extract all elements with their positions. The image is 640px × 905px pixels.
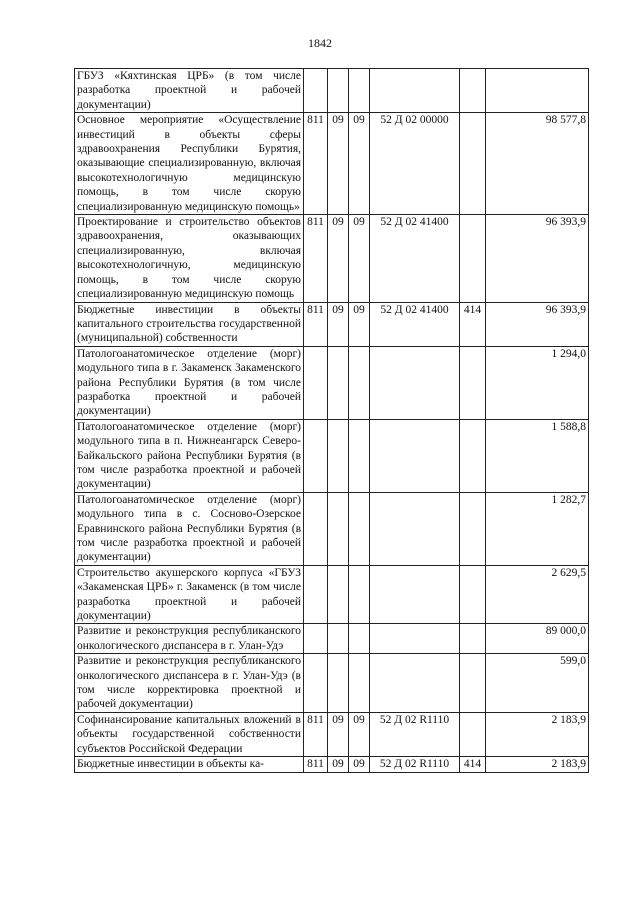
row-code: 811	[304, 712, 328, 756]
row-section: 09	[328, 302, 349, 346]
row-vr: 414	[460, 302, 486, 346]
row-vr	[460, 215, 486, 302]
row-csr	[370, 565, 460, 624]
row-vr	[460, 69, 486, 113]
budget-table	[74, 68, 589, 773]
row-csr: 52 Д 02 R1110	[370, 712, 460, 756]
row-code	[304, 565, 328, 624]
row-csr: 52 Д 02 41400	[370, 302, 460, 346]
row-name: Строительство акушерского корпуса «ГБУЗ «Закаменская ЦРБ» г. Закаменск (в том числе разработка проектной и рабочей документации)	[75, 565, 304, 624]
row-subsection: 09	[349, 215, 370, 302]
row-name: Проектирование и строительство объектов здравоохранения, оказывающих специализированную, включая высокотехнологичную, медицинскую помощь, в том числе скорую специализированную медицинскую помощь	[75, 215, 304, 302]
row-code: 811	[304, 113, 328, 215]
table-body	[75, 69, 589, 773]
table-row	[75, 624, 589, 654]
row-name: Бюджетные инвестиции в объекты ка-	[75, 757, 304, 772]
row-vr	[460, 346, 486, 419]
row-sum: 2 629,5	[486, 565, 589, 624]
row-sum	[486, 69, 589, 113]
table-row	[75, 69, 589, 113]
row-section	[328, 624, 349, 654]
row-name: Развитие и реконструкция республиканского онкологического диспансера в г. Улан-Удэ (в том числе корректировка проектной и рабочей документации)	[75, 654, 304, 713]
row-sum: 1 282,7	[486, 492, 589, 565]
row-csr	[370, 624, 460, 654]
row-subsection	[349, 69, 370, 113]
page-number: 1842	[308, 36, 332, 50]
row-sum: 1 588,8	[486, 419, 589, 492]
row-csr	[370, 492, 460, 565]
row-subsection	[349, 654, 370, 713]
row-vr	[460, 624, 486, 654]
table-row	[75, 565, 589, 624]
row-subsection: 09	[349, 712, 370, 756]
row-sum: 98 577,8	[486, 113, 589, 215]
row-section: 09	[328, 215, 349, 302]
table-row	[75, 346, 589, 419]
row-vr	[460, 712, 486, 756]
row-name: Патологоанатомическое отделение (морг) модульного типа в с. Сосново-Озерское Еравнинского района Республики Бурятия (в том числе разработка проектной и рабочей документации)	[75, 492, 304, 565]
row-name: Основное мероприятие «Осуществление инвестиций в объекты сферы здравоохранения Республики Бурятия, оказывающие специализированную, включая высокотехнологичную медицинскую помощь, в том числе скорую специализированную медицинскую помощь»	[75, 113, 304, 215]
row-code	[304, 69, 328, 113]
row-sum: 96 393,9	[486, 302, 589, 346]
row-code: 811	[304, 757, 328, 772]
row-code	[304, 346, 328, 419]
row-subsection	[349, 419, 370, 492]
row-csr: 52 Д 02 41400	[370, 215, 460, 302]
table-row	[75, 492, 589, 565]
row-code: 811	[304, 215, 328, 302]
row-vr	[460, 492, 486, 565]
row-name: Софинансирование капитальных вложений в объекты государственной собственности субъектов Российской Федерации	[75, 712, 304, 756]
row-section	[328, 69, 349, 113]
row-section	[328, 346, 349, 419]
row-sum: 2 183,9	[486, 712, 589, 756]
row-vr	[460, 565, 486, 624]
row-name: ГБУЗ «Кяхтинская ЦРБ» (в том числе разработка проектной и рабочей документации)	[75, 69, 304, 113]
row-csr	[370, 654, 460, 713]
row-vr: 414	[460, 757, 486, 772]
row-name: Бюджетные инвестиции в объекты капитального строительства государственной (муниципальной) собственности	[75, 302, 304, 346]
row-sum: 599,0	[486, 654, 589, 713]
row-sum: 2 183,9	[486, 757, 589, 772]
row-code: 811	[304, 302, 328, 346]
row-subsection: 09	[349, 113, 370, 215]
table-row	[75, 757, 589, 772]
row-csr	[370, 419, 460, 492]
row-code	[304, 624, 328, 654]
row-section	[328, 419, 349, 492]
row-subsection	[349, 565, 370, 624]
row-subsection	[349, 492, 370, 565]
row-section	[328, 492, 349, 565]
row-subsection: 09	[349, 302, 370, 346]
table-row	[75, 712, 589, 756]
row-section	[328, 654, 349, 713]
row-subsection: 09	[349, 757, 370, 772]
table-row	[75, 113, 589, 215]
row-code	[304, 492, 328, 565]
row-sum: 1 294,0	[486, 346, 589, 419]
row-csr: 52 Д 02 00000	[370, 113, 460, 215]
row-csr	[370, 69, 460, 113]
row-section: 09	[328, 113, 349, 215]
row-name: Патологоанатомическое отделение (морг) модульного типа в п. Нижнеангарск Северо-Байкальского района Республики Бурятия (в том числе разработка проектной и рабочей документации)	[75, 419, 304, 492]
row-sum: 89 000,0	[486, 624, 589, 654]
table-row	[75, 215, 589, 302]
row-csr	[370, 346, 460, 419]
row-sum: 96 393,9	[486, 215, 589, 302]
row-csr: 52 Д 02 R1110	[370, 757, 460, 772]
row-section: 09	[328, 712, 349, 756]
row-name: Патологоанатомическое отделение (морг) модульного типа в г. Закаменск Закаменского района Республики Бурятия (в том числе разработка проектной и рабочей документации)	[75, 346, 304, 419]
row-section	[328, 565, 349, 624]
row-code	[304, 654, 328, 713]
row-subsection	[349, 624, 370, 654]
row-vr	[460, 654, 486, 713]
row-vr	[460, 419, 486, 492]
row-vr	[460, 113, 486, 215]
table-row	[75, 654, 589, 713]
row-subsection	[349, 346, 370, 419]
table-row	[75, 302, 589, 346]
row-code	[304, 419, 328, 492]
row-name: Развитие и реконструкция республиканского онкологического диспансера в г. Улан-Удэ	[75, 624, 304, 654]
table-row	[75, 419, 589, 492]
row-section: 09	[328, 757, 349, 772]
